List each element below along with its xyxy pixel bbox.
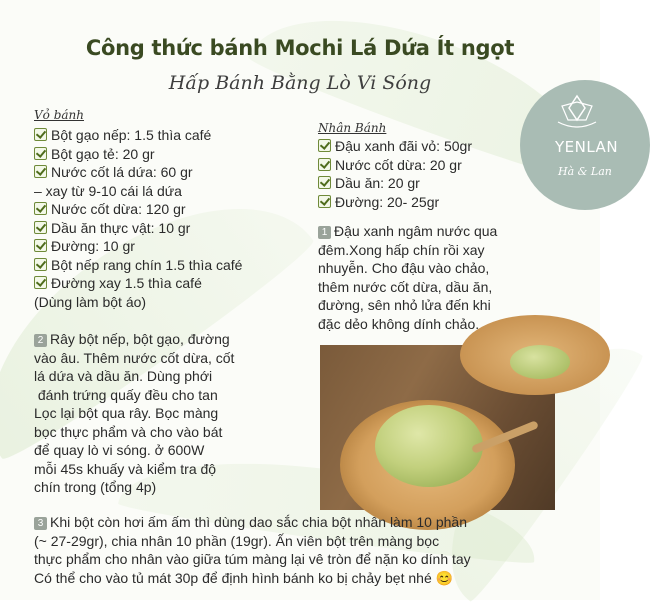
step-line: bọc thực phẩm và cho vào bát (34, 423, 223, 440)
step-line: 3 Khi bột còn hơi ấm ấm thì dùng dao sắc chia bột nhân làm 10 phần (34, 513, 471, 532)
list-item: Nước cốt dừa: 20 gr (318, 156, 472, 175)
list-note: (Dùng làm bột áo) (34, 293, 147, 310)
step-number-icon: 2 (34, 334, 47, 347)
mochi-cake-back (510, 345, 570, 379)
list-note: – xay từ 9-10 cái lá dứa (34, 182, 182, 199)
checkbox-icon (318, 176, 331, 189)
ingredient-list-nhan-banh (318, 137, 472, 211)
step-line: thực phẩm cho nhân vào giữa túm màng lại vê tròn để nặn ko dính tay (34, 551, 471, 567)
list-item: Bột gạo tẻ: 20 gr (34, 145, 242, 164)
step-line: đặc dẻo không dính chảo. (318, 315, 480, 332)
step-line: đánh trứng quấy đều cho tan (34, 386, 218, 403)
step-line: lá dứa và dầu ăn. Dùng phới (34, 368, 213, 384)
step-line: 2 Rây bột nếp, bột gạo, đường (34, 330, 234, 349)
step-line: Có thể cho vào tủ mát 30p để định hình bánh ko bị chảy bẹt nhé 😊 (34, 569, 454, 586)
step-line: chín trong (tổng 4p) (34, 479, 157, 495)
section-heading-nhan-banh: Nhân Bánh (318, 121, 387, 135)
lotus-icon (552, 92, 602, 132)
step-line: (~ 27-29gr), chia nhân 10 phần (19gr). Ấn viên bột trên màng bọc (34, 532, 440, 549)
checkbox-icon (34, 165, 47, 178)
brand-logo (520, 80, 650, 210)
list-item: Đậu xanh đãi vỏ: 50gr (318, 137, 472, 156)
step-number-icon: 3 (34, 517, 47, 530)
logo-text: YENLAN (555, 138, 619, 156)
list-item: Bột gạo nếp: 1.5 thìa café (34, 126, 242, 145)
step-line: Lọc lại bột qua rây. Bọc màng (34, 405, 219, 421)
step-line: nhuyễn. Cho đậu vào chảo, (318, 260, 490, 276)
list-item: Dầu ăn thực vật: 10 gr (34, 219, 242, 238)
mochi-photo (320, 345, 555, 510)
step-number-icon: 1 (318, 226, 331, 239)
list-item: Đường: 20- 25gr (318, 193, 472, 212)
checkbox-icon (34, 202, 47, 215)
checkbox-icon (34, 276, 47, 289)
checkbox-icon (318, 195, 331, 208)
checkbox-icon (318, 158, 331, 171)
step-line: vào âu. Thêm nước cốt dừa, cốt (34, 349, 235, 366)
section-heading-vo-banh: Vỏ bánh (34, 108, 84, 122)
checkbox-icon (34, 239, 47, 252)
list-item: Dầu ăn: 20 gr (318, 174, 472, 193)
step-line: 1 Đậu xanh ngâm nước qua (318, 222, 497, 241)
step-1-paragraph (318, 222, 497, 333)
list-item: Đường: 10 gr (34, 237, 242, 256)
logo-subtext: Hà & Lan (558, 165, 612, 178)
checkbox-icon (318, 139, 331, 152)
step-line: để quay lò vi sóng. ở 600W (34, 442, 205, 458)
checkbox-icon (34, 221, 47, 234)
checkbox-icon (34, 147, 47, 160)
page-title: Công thức bánh Mochi Lá Dứa Ít ngọt (85, 36, 515, 60)
step-line: mỗi 45s khuấy và kiểm tra độ (34, 460, 217, 477)
step-3-paragraph (34, 513, 471, 587)
list-item: Nước cốt dừa: 120 gr (34, 200, 242, 219)
step-line: thêm nước cốt dừa, dầu ăn, (318, 278, 493, 295)
checkbox-icon (34, 128, 47, 141)
step-2-paragraph (34, 330, 234, 497)
step-line: đường, sên nhỏ lửa đến khi (318, 297, 491, 313)
list-item: Đường xay 1.5 thìa café (34, 274, 242, 293)
mochi-cake (375, 405, 483, 487)
checkbox-icon (34, 258, 47, 271)
list-item: Nước cốt lá dứa: 60 gr (34, 163, 242, 182)
step-line: đêm.Xong hấp chín rồi xay (318, 241, 485, 258)
list-item: Bột nếp rang chín 1.5 thìa café (34, 256, 242, 275)
ingredient-list-vo-banh (34, 126, 242, 311)
page-subtitle: Hấp Bánh Bằng Lò Vi Sóng (168, 72, 432, 94)
